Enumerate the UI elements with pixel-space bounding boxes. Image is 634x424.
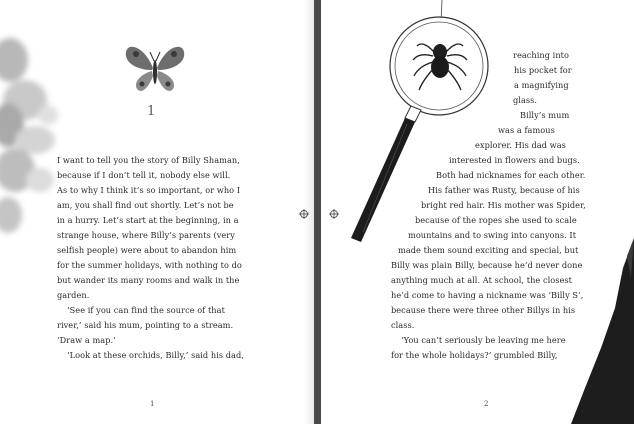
right-page [321, 0, 634, 424]
text-line: As to why I think it’s so important, or who I [57, 185, 241, 195]
text-line: glass. [513, 95, 538, 105]
chapter-number: 1 [147, 104, 156, 119]
text-line: anything much at all. At school, the closest [391, 275, 572, 285]
page-gutter [314, 0, 321, 424]
text-line: ‘Draw a map.’ [57, 335, 116, 345]
text-line: reaching into [513, 50, 569, 60]
text-line: ‘Look at these orchids, Billy,’ said his dad, [67, 350, 244, 360]
text-line: Billy was plain Billy, because he’d never done [391, 260, 583, 270]
text-line: am, you shall find out shortly. Let’s not be [57, 200, 234, 210]
text-line: because there were three other Billys in his [391, 305, 576, 315]
text-line: Billy’s mum [520, 110, 570, 120]
text-line: because of the ropes she used to scale [415, 215, 577, 225]
text-line: ‘See if you can find the source of that [67, 305, 225, 315]
gutter-shadow [304, 0, 314, 424]
page-number: 2 [484, 400, 489, 408]
text-line: a magnifying [514, 80, 569, 90]
text-line: for the whole holidays?’ grumbled Billy, [391, 350, 558, 360]
text-line: I want to tell you the story of Billy Shaman, [57, 155, 240, 165]
registration-mark-icon [329, 209, 339, 219]
text-line: in a hurry. Let’s start at the beginning, in a [57, 215, 239, 225]
text-line: ‘You can’t seriously be leaving me here [401, 335, 566, 345]
text-line: selfish people) were about to abandon him [57, 245, 237, 255]
text-line: made them sound exciting and special, but [398, 245, 579, 255]
text-line: because if I don’t tell it, nobody else will. [57, 170, 231, 180]
text-line: explorer. His dad was [475, 140, 566, 150]
dark-shape-illustration [571, 238, 634, 424]
left-page [0, 0, 314, 424]
text-line: he’d come to having a nickname was ‘Billy S’, [391, 290, 584, 300]
text-line: for the summer holidays, with nothing to do [57, 260, 242, 270]
text-line: garden. [57, 290, 90, 300]
text-line: was a famous [498, 125, 555, 135]
page-number: 1 [150, 400, 155, 408]
magnifying-glass-illustration [349, 0, 499, 250]
text-line: Both had nicknames for each other. [436, 170, 586, 180]
text-line: class. [391, 320, 415, 330]
text-line: his pocket for [514, 65, 572, 75]
butterfly-illustration [122, 40, 188, 98]
text-line: interested in flowers and bugs. [449, 155, 580, 165]
text-line: strange house, where Billy’s parents (very [57, 230, 235, 240]
text-line: but wander its many rooms and walk in the [57, 275, 240, 285]
text-line: river,’ said his mum, pointing to a stream. [57, 320, 234, 330]
text-line: His father was Rusty, because of his [428, 185, 580, 195]
text-line: mountains and to swing into canyons. It [408, 230, 577, 240]
text-line: bright red hair. His mother was Spider, [421, 200, 586, 210]
